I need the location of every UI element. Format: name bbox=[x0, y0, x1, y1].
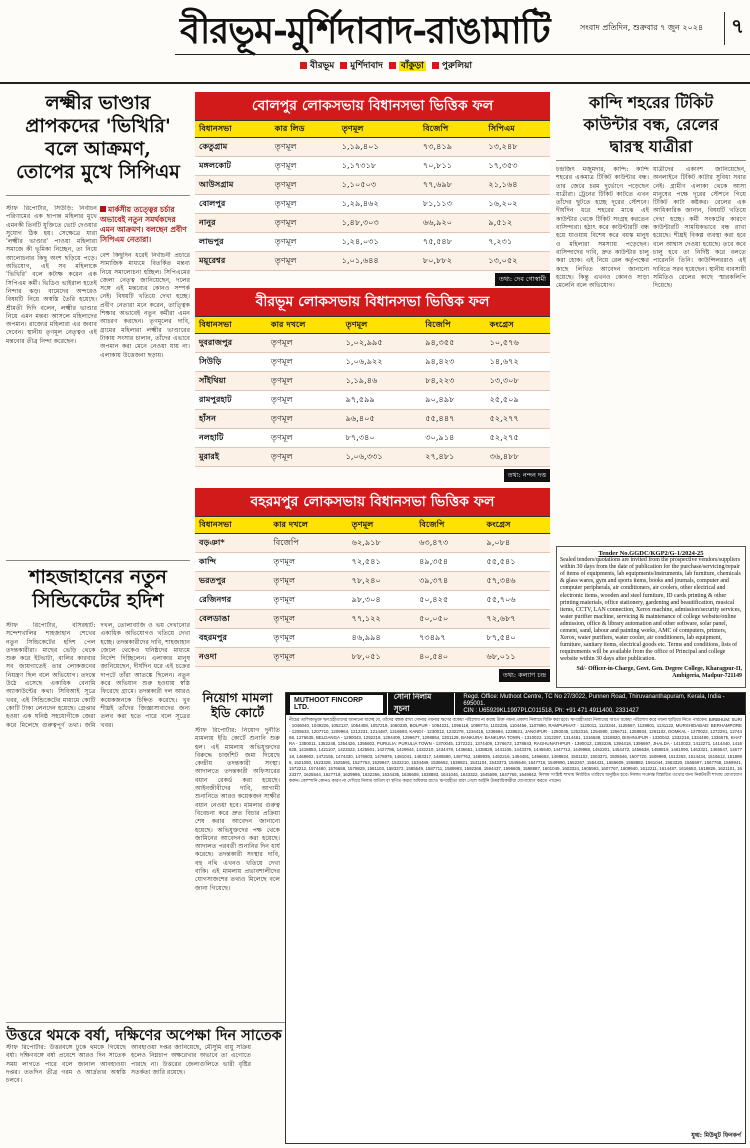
table-cell: ৯৪,৪২৩ bbox=[421, 353, 485, 372]
table-cell: নওদা bbox=[195, 648, 269, 667]
table-cell: ৬৮,০১১ bbox=[483, 648, 551, 667]
table-cell: নলহাটি bbox=[195, 429, 267, 448]
tender-title: Tender No.GGDC/KGP2/G-1/2024-25 bbox=[598, 550, 704, 557]
table-row bbox=[195, 610, 550, 629]
table-cell: ১,১০৫০৩ bbox=[338, 176, 419, 195]
notice-header bbox=[286, 693, 745, 715]
bullet-icon bbox=[300, 62, 307, 69]
table-cell: ৯০,৪৯৮ bbox=[421, 391, 485, 410]
column-header: বিজেপি bbox=[421, 317, 485, 334]
table-cell: ১,৪৮,৩০৩ bbox=[338, 214, 419, 233]
notice-footer: যুগ্ম: মিউথুট ফিনকর্প bbox=[691, 1132, 741, 1139]
table-cell: ২৫,৫০৯ bbox=[486, 391, 550, 410]
table-cell: তৃণমূল bbox=[269, 629, 347, 648]
table-row bbox=[195, 176, 550, 195]
table-cell: ১৩,৩০৮ bbox=[486, 372, 550, 391]
table-cell: ২১,১৬৪ bbox=[484, 176, 550, 195]
table-row bbox=[195, 252, 550, 271]
table-row bbox=[195, 448, 550, 467]
table-cell: তৃণমূল bbox=[269, 572, 347, 591]
table-cell: ৬৬,৯২০ bbox=[419, 214, 485, 233]
table-cell: ৫৫,৫৪১ bbox=[483, 553, 551, 572]
table-cell: সিউড়ি bbox=[195, 353, 267, 372]
column-header: তৃণমূল bbox=[342, 317, 422, 334]
table-cell: ১,০৬,৩৩১ bbox=[342, 448, 422, 467]
table-cell: ৫০,০৫০ bbox=[415, 610, 482, 629]
results-table-bolpur bbox=[195, 92, 550, 286]
results-table-baharampur bbox=[195, 488, 550, 682]
table-cell: ১,২৯,৪৬২ bbox=[338, 195, 419, 214]
table-cell: তৃণমূল bbox=[267, 448, 342, 467]
headline-shahjahan: শাহজাহানের নতুন সিন্ডিকেটের হদিশ bbox=[6, 560, 190, 613]
tender-body: Sealed tenders/quotations are invited from the prospective vendors/suppliers within 30 days from the date of publication for the purchase/servicing/repair of items of equipments, lab equipments/instruments, lab furniture, chemicals & glass wares, gym and sports items, books and journals, computer and computer peripherals, air conditioners, air coolers, other electrical and electronic items, wooden and steel furniture, ID cards printing & other printing materials, office stationery, gardening and beautification, musical items, CCTV, LAN connection, Xerox machine, admission/security services, water purifier machine, servicing & maintenance of college website/online admission, office & library automation and other software, solar panel, cement, sand, labour and painting works, AMC of computers, printers, Xerox, water purifiers, water cooler, air conditioners, lab equipment, furniture, sanitary items, electrical goods etc. Terms and conditions, lists of requirements will be available from the office of Principal and college website within 30 days after publication. bbox=[560, 557, 742, 663]
table-cell: ৬২,৯১৮ bbox=[348, 534, 415, 553]
table-cell: ৫০,৪২৫ bbox=[415, 591, 482, 610]
credit-tag: তথ্য: কল্যাণ চন্দ্র bbox=[499, 669, 550, 682]
tender-notice bbox=[556, 546, 746, 688]
table-header-row bbox=[195, 317, 550, 334]
table-cell: ৭৫,৫৪৮ bbox=[419, 233, 485, 252]
tender-signature: Sd/- Officer-in-Charge, Govt. Gen. Degree College, Kharagpur-II, Ambigeria, Madpur-721149 bbox=[576, 665, 742, 679]
column-header: কংগ্রেস bbox=[486, 317, 550, 334]
table-cell: ১,১৭৩১৮ bbox=[338, 157, 419, 176]
table-cell: ৮৭,৫৪০ bbox=[483, 629, 551, 648]
article-body: বেশ কিছুদিন ধরেই নির্বাচনী প্রচারে সামাজিক মাধ্যমে বিতর্কিত মন্তব্য নিয়ে সমালোচনা হচ্ছিল। সিপিএমের জেলা নেতৃত্ব জানিয়েছেন, দলের সঙ্গে এই মন্তব্যের কোনও সম্পর্ক নেই। বিষয়টি খতিয়ে দেখা হচ্ছে। প্রবীণ নেতারা মনে করেন, তাত্ত্বিক শিক্ষার অভাবেই নতুন কর্মীরা এমন আচরণ করছেন। তৃণমূলের দাবি, গ্রামের মহিলারা লক্ষ্মীর ভাণ্ডারের টাকায় সংসার চালান, তাঁদের এভাবে অপমান করা মেনে নেওয়া যায় না। এলাকায় উত্তেজনা ছড়ায়। bbox=[100, 252, 190, 359]
table-cell: ১,০৬,৯২২ bbox=[342, 353, 422, 372]
table-row bbox=[195, 648, 550, 667]
table-cell: ১৩,২৪৮ bbox=[484, 138, 550, 157]
table-row bbox=[195, 138, 550, 157]
article-body: আবহাওয়া দপ্তর জানিয়েছে, মৌসুমি বায়ু সক্রিয় হলেও নিম্নচাপ অক্ষরেখার অভাবে তা এগোতে পারছে না। উত্তরের জেলাগুলিতে ভারী বৃষ্টির সতর্কতা জারি রয়েছে। bbox=[131, 1044, 251, 1076]
table-row bbox=[195, 591, 550, 610]
article-body: চন্দ্রজিৎ মজুমদার, কান্দি: কান্দি শহরের একমাত্র টিকিট কাউন্টার বন্ধ। তার জেরে চরম দুর্ভোগে পড়েছেন যাত্রীরা। ট্রেনের টিকিট কাটতে এখন তাঁদের ছুটতে হচ্ছে দূরের স্টেশনে। দীর্ঘদিন ধরে শহরের মাঝে এই কাউন্টার থেকে টিকিট সংগ্রহ করতেন বাসিন্দারা। হঠাৎ করে কাউন্টারটি বন্ধ হয়ে যাওয়ায় বিশেষ করে বয়স্ক মানুষ ও মহিলারা সমস্যায় পড়েছেন। বাসিন্দাদের দাবি, দ্রুত কাউন্টার চালু করা হোক। এই নিয়ে রেল কর্তৃপক্ষের কাছে লিখিত আবেদন জানানো হয়েছে। কিন্তু এখনও কোনও সাড়া মেলেনি বলে অভিযোগ। bbox=[556, 166, 649, 290]
section-item: পুরুলিয়া bbox=[432, 58, 472, 73]
table-cell: তৃণমূল bbox=[267, 429, 342, 448]
table-header-row bbox=[195, 517, 550, 534]
table-cell: ৭৭,৬৯৮ bbox=[419, 176, 485, 195]
results-table bbox=[195, 316, 550, 467]
table-cell: তৃণমূল bbox=[267, 410, 342, 429]
table-cell: ৯,৫১২ bbox=[484, 214, 550, 233]
table-cell: ১৪,৬৭২ bbox=[486, 353, 550, 372]
divider bbox=[556, 160, 746, 161]
table-cell: মুরারই bbox=[195, 448, 267, 467]
table-cell: ৭৩৪৯৭ bbox=[415, 629, 482, 648]
table-cell: তৃণমূল bbox=[269, 553, 347, 572]
table-cell: ৭৭,১২২ bbox=[348, 610, 415, 629]
table-cell: তৃণমূল bbox=[269, 610, 347, 629]
table-row bbox=[195, 410, 550, 429]
table-row bbox=[195, 391, 550, 410]
table-cell: বোলপুর bbox=[195, 195, 271, 214]
table-row bbox=[195, 334, 550, 353]
column-header: তৃণমূল bbox=[348, 517, 415, 534]
table-cell: বেলডাঙা bbox=[195, 610, 269, 629]
masthead bbox=[0, 0, 750, 70]
column-header: বিধানসভা bbox=[195, 517, 269, 534]
date-line: সংবাদ প্রতিদিন, শুক্রবার ৭ জুন ২০২৪ bbox=[580, 23, 704, 32]
table-cell: ৪৬,৯৯৪ bbox=[348, 629, 415, 648]
table-cell: ৩৬,৪৮৮ bbox=[486, 448, 550, 467]
table-title: বীরভূম লোকসভায় বিধানসভা ভিত্তিক ফল bbox=[195, 288, 550, 316]
table-cell: ৪৯,৩৫৪ bbox=[415, 553, 482, 572]
table-cell: ১৩,০৫২ bbox=[484, 252, 550, 271]
table-cell: ৭,২৩১ bbox=[484, 233, 550, 252]
table-row bbox=[195, 353, 550, 372]
divider bbox=[6, 195, 190, 196]
table-cell: ৫৭,৩৪৬ bbox=[483, 572, 551, 591]
table-cell: ১৬,২০২ bbox=[484, 195, 550, 214]
table-cell: রামপুরহাট bbox=[195, 391, 267, 410]
headline-monsoon: উত্তরে থমকে বর্ষা, দক্ষিণের অপেক্ষা দিন সাতেক bbox=[6, 1022, 376, 1049]
table-cell: ৫২,২৭৫ bbox=[486, 429, 550, 448]
article-body: স্টাফ রিপোর্টার, সিউড়ি: নির্বাচন পরিণামের এক ছাপান্ন মহিলার মুখে এমনকী তিনটি যুক্তিতে ভোট দেওয়ার সুযোগ ঠিক হয়। সেক্ষেত্রে যারা 'লক্ষ্মীর ভাণ্ডার' পাওয়া মহিলারা সমাজে কী ভূমিকা নিচ্ছেন, তা নিয়ে আলোচনার কিছু অংশ ছড়িয়ে পড়ে। অভিযোগ, এই সব মহিলাকে 'ভিখিরি' বলে কটাক্ষ করেন এক সিপিএম কর্মী। ভিডিও ভাইরাল হতেই নিন্দার ঝড়। বামেদের অন্দরেও বিষয়টি নিয়ে অস্বস্তি তৈরি হয়েছে। শ্রীমতী দিদি বলেন, লক্ষ্মীর ভাণ্ডার নিয়ে এমন মন্তব্য আসলে মহিলাদের অপমান। রাজ্যের মহিলারা এর জবাব দেবেন। স্থানীয় তৃণমূল নেতৃত্বও এই মন্তব্যের তীব্র নিন্দা করেছেন। bbox=[6, 205, 97, 345]
table-cell: তৃণমূল bbox=[267, 391, 342, 410]
article-body: স্টাফ রিপোর্টার, বসিরহাট: সন্দেশখালির শাহজাহান শেখের নতুন সিন্ডিকেটের হদিশ পেল তদন্তকারীরা। মাছের ভেড়ি থেকে শুরু করে ইটভাটা, বালির কারবার সব জায়গাতেই তার লোকজনের নিয়ন্ত্রণ ছিল বলে অভিযোগ। তদন্তে উঠে এসেছে একাধিক বেনামি অ্যাকাউন্টের কথা। সিবিআই সূত্রে খবর, এই সিন্ডিকেটের মাধ্যমে কোটি কোটি টাকা লেনদেন হয়েছে। গ্রেপ্তার হওয়া এক ঘনিষ্ঠ সহযোগীকে জেরা করে মিলেছে গুরুত্বপূর্ণ তথ্য। জমি দখল, তোলাবাজি ও ভয় দেখানোর একাধিক অভিযোগও খতিয়ে দেখা হচ্ছে। তদন্তকারীদের দাবি, শাহজাহান জেলে থেকেও ঘনিষ্ঠদের মাধ্যমে নির্দেশ দিচ্ছিলেন। এলাকার মানুষ জানিয়েছেন, দীর্ঘদিন ধরে এই চক্রের দাপটে তাঁরা আতঙ্কে ছিলেন। নতুন করে অভিযান শুরু হওয়ায় স্বস্তি ফিরেছে গ্রামে। তদন্তকারী দল আরও কয়েকজনকে চিহ্নিত করেছে। খুব শীঘ্রই তাঁদের জিজ্ঞাসাবাদের জন্য তলব করা হতে পারে বলে সূত্রের খবর। bbox=[6, 622, 190, 729]
table-cell: ৬৩,৪৭৩ bbox=[415, 534, 482, 553]
table-cell: তৃণমূল bbox=[269, 648, 347, 667]
table-row bbox=[195, 214, 550, 233]
table-cell: ৭২,৬৮৭ bbox=[483, 610, 551, 629]
table-cell: নানুর bbox=[195, 214, 271, 233]
column-header: কংগ্রেস bbox=[483, 517, 551, 534]
table-cell: ১,১৯,৪৬ bbox=[342, 372, 422, 391]
headline-lakshmir-bhandar: লক্ষ্মীর ভাণ্ডার প্রাপকদের 'ভিখিরি' বলে আক্রমণ, তোপের মুখে সিপিএম bbox=[16, 92, 180, 183]
notice-body: নীচের তালিকাভুক্ত ঋণগ্রহীতাদের জানানো যাচ্ছে যে, তাঁদের বন্ধক রাখা সোনার গয়নার ঋণের বকেয়া পরিশোধ না করায় উক্ত গয়না প্রকাশ্য নিলামে বিক্রি করা হবে। ঋণগ্রহীতারা নিলামের আগে বকেয়া পরিশোধ করে গয়না ছাড়িয়ে নিতে পারবেন। BIRBHUM: SURI - 1046040, 1049226, 1052137, 1054408, 1057219, 1060330, BOLPUR - 1094221, 1096118, 1098774, 1102235, 1104456, 1107890, RAMPURHAT - 1120011, 1123344, 1125567, 1128801, 1131122, MURSHIDABAD: BERHAMPORE - 1205533, 1207710, 1209964, 1212231, 1214487, 1216693, KANDI - 1230012, 1232278, 1234415, 1236694, 1238821, JANGIPUR - 1250045, 1252316, 1254590, 1256711, 1258934, 1261102, DOMKAL - 1270022, 1272291, 1274468, 1276635, BELDANGA - 1290043, 1292218, 1294409, 1296677, 1298854, 1301129, BANKURA: BANKURA TOWN - 1310022, 1312297, 1314461, 1316638, 1318820, BISHNUPUR - 1330042, 1332218, 1334490, 1336675, KHATRA - 1350011, 1352248, 1354426, 1356602, PURULIA: PURULIA TOWN - 1370045, 1372221, 1374409, 1376672, 1378843, RAGHUNATHPUR - 1390012, 1392236, 1394418, 1396697, JHALDA - 1410022, 1412271, 1414440, 1416628, 1418853, 1421107, 1423322, 1425501, 1427786, 1429944, 1432210, 1434478, 1436651, 1438829, 1441105, 1443376, 1445540, 1447712, 1449988, 1452201, 1454472, 1456638, 1458819, 1461090, 1463321, 1465547, 1467718, 1469902, 1472155, 1474430, 1476603, 1478876, 1481041, 1483317, 1485590, 1487762, 1489935, 1492216, 1494481, 1496653, 1498824, 1501102, 1503371, 1505546, 1507720, 1509998, 1512263, 1514434, 1516612, 1518895, 1521050, 1523328, 1525591, 1527763, 1529947, 1532210, 1534489, 1536652, 1538821, 1541104, 1543373, 1545548, 1547716, 1549990, 1552267, 1554431, 1556609, 1558882, 1561044, 1563320, 1565597, 1567768, 1569941, 1572212, 1574480, 1576658, 1578829, 1581103, 1583372, 1585549, 1587711, 1589993, 1592268, 1594437, 1596605, 1598887, 1601049, 1603324, 1605593, 1607767, 1609940, 1612211, 1614487, 1616653, 1618826, 1621101, 1623377, 1625544, 1627719, 1629995, 1632266, 1634435, 1636608, 1638883, 1641046, 1643322, 1645599, 1647765, 1649942. নিলাম সংশ্লিষ্ট শাখায় নির্ধারিত তারিখে অনুষ্ঠিত হবে। নিলাম সংক্রান্ত বিস্তারিত তথ্যের জন্য নিকটবর্তী শাখায় যোগাযোগ করুন। কোম্পানি কোনও কারণ না দেখিয়ে নিলাম বাতিল বা স্থগিত করার অধিকার রাখে। ঋণগ্রহীতা মারা গেলে আইনি উত্তরাধিকারীরা যোগাযোগ করতে পারেন। bbox=[289, 717, 742, 783]
table-cell: ৩৯,৩৭৪ bbox=[415, 572, 482, 591]
bullet-icon bbox=[432, 62, 439, 69]
table-cell: আউসগ্রাম bbox=[195, 176, 271, 195]
table-cell: ৯৮,৩০৪ bbox=[348, 591, 415, 610]
column-header: বিজেপি bbox=[419, 121, 485, 138]
muthoot-logo: MUTHOOT FINCORP LTD. bbox=[290, 695, 383, 713]
table-cell: তৃণমূল bbox=[271, 195, 338, 214]
table-cell: ১,০১,৬৪৪ bbox=[338, 252, 419, 271]
article-body bbox=[256, 1044, 280, 1144]
table-cell: বহরমপুর bbox=[195, 629, 269, 648]
table-cell: ময়ূরেশ্বর bbox=[195, 252, 271, 271]
column-header: সিপিএম bbox=[484, 121, 550, 138]
table-cell: ৪০,৫৪০ bbox=[415, 648, 482, 667]
table-cell: তৃণমূল bbox=[271, 176, 338, 195]
article-body: স্টাফ রিপোর্টার: উত্তরবঙ্গে ঢুকে থমকে গিয়েছে বর্ষা। দক্ষিণবঙ্গে বর্ষা প্রবেশে আরও দিন সাতেক সময় লাগতে পারে বলে জানাল আবহাওয়া দপ্তর। ততদিন তীব্র গরম ও আর্দ্রতার অস্বস্তি চলবে। bbox=[6, 1044, 126, 1085]
table-cell: ৩০,৯১৪ bbox=[421, 429, 485, 448]
notice-address: Regd. Office: Muthoot Centre, TC No 27/3022, Punnen Road, Thiruvananthapuram, Kerala, India - 695001. CIN : U65929KL1997PLC011518, Ph: +91 471 4911400, 2331427 bbox=[463, 693, 725, 714]
table-cell: তৃণমূল bbox=[269, 591, 347, 610]
column-header: কার দখলে bbox=[269, 517, 347, 534]
column-header: কার লিড bbox=[271, 121, 338, 138]
table-cell: তৃণমূল bbox=[271, 138, 338, 157]
section-item: মুর্শিদাবাদ bbox=[340, 58, 383, 73]
bullet-icon bbox=[389, 62, 396, 69]
table-cell: তৃণমূল bbox=[267, 353, 342, 372]
table-row bbox=[195, 233, 550, 252]
table-cell: ৯,০৮৪ bbox=[483, 534, 551, 553]
table-cell: তৃণমূল bbox=[267, 372, 342, 391]
column-header: বিধানসভা bbox=[195, 121, 271, 138]
page-number: ৭ bbox=[724, 12, 744, 45]
section-list bbox=[300, 58, 472, 73]
credit-tag: তথ্য: নন্দন দত্ত bbox=[504, 469, 550, 482]
table-cell: হাঁসন bbox=[195, 410, 267, 429]
table-cell: ৯৪,৩৫৫ bbox=[421, 334, 485, 353]
table-cell: ১০,৫৭৬ bbox=[486, 334, 550, 353]
table-row bbox=[195, 429, 550, 448]
table-cell: রেজিনগর bbox=[195, 591, 269, 610]
table-cell: ৮০,৮৮২ bbox=[419, 252, 485, 271]
table-row bbox=[195, 372, 550, 391]
results-table bbox=[195, 516, 550, 667]
table-header-row bbox=[195, 121, 550, 138]
results-table-birbhum bbox=[195, 288, 550, 482]
section-item: বাঁকুড়া bbox=[389, 58, 426, 73]
table-cell: ৯৭,৫৯৯ bbox=[342, 391, 422, 410]
pull-quote: মার্কসীয় তত্ত্বের চর্চার অভাবেই নতুন সমর্থকদের এমন আক্রমণ। বলছেন প্রবীণ সিপিএম নেতারা। bbox=[100, 205, 187, 244]
results-table bbox=[195, 120, 550, 271]
table-cell: ১,২৪,০৩১ bbox=[338, 233, 419, 252]
column-header: তৃণমূল bbox=[338, 121, 419, 138]
table-cell: ৮১,১১৩ bbox=[419, 195, 485, 214]
table-cell: ৫২,২৭৭ bbox=[486, 410, 550, 429]
table-cell: ৮৮,০৫১ bbox=[348, 648, 415, 667]
table-cell: ১,০২,৯৯৫ bbox=[342, 334, 422, 353]
table-cell: ৫৫,৪৪৭ bbox=[421, 410, 485, 429]
table-cell: ১৭,৩৫৩ bbox=[484, 157, 550, 176]
table-row bbox=[195, 572, 550, 591]
table-cell: কেতুগ্রাম bbox=[195, 138, 271, 157]
headline-recruitment-case: নিয়োগ মামলা ইডি কোর্টে bbox=[202, 690, 273, 720]
table-cell: বিজেপি bbox=[269, 534, 347, 553]
table-cell: ৫৫,৭০৬ bbox=[483, 591, 551, 610]
table-cell: ৭৮,২৪০ bbox=[348, 572, 415, 591]
newspaper-page-title: বীরভূম-মুর্শিদাবাদ-রাঙামাটি bbox=[180, 10, 550, 52]
gold-auction-notice bbox=[285, 692, 746, 1144]
table-cell: ৭০,৮১১ bbox=[419, 157, 485, 176]
top-rule bbox=[0, 82, 750, 84]
table-cell: কান্দি bbox=[195, 553, 269, 572]
table-cell: ৮৪,২২৩ bbox=[421, 372, 485, 391]
table-cell: ২৭,৪৮১ bbox=[421, 448, 485, 467]
table-cell: ৮৭,৩৪০ bbox=[342, 429, 422, 448]
table-cell: তৃণমূল bbox=[271, 233, 338, 252]
section-item: বীরভূম bbox=[300, 58, 334, 73]
table-row bbox=[195, 534, 550, 553]
notice-tag: সোনা নিলাম সূচনা bbox=[387, 692, 456, 716]
column-header: বিজেপি bbox=[415, 517, 482, 534]
table-cell: দুবরাজপুর bbox=[195, 334, 267, 353]
table-title: বহরমপুর লোকসভায় বিধানসভা ভিত্তিক ফল bbox=[195, 488, 550, 516]
table-row bbox=[195, 157, 550, 176]
table-cell: ভরতপুর bbox=[195, 572, 269, 591]
bullet-icon bbox=[340, 62, 347, 69]
article-body: যাত্রীদের একাংশ জানিয়েছেন, অনলাইনে টিকিট কাটার সুবিধা সবার নেই। গ্রামীণ এলাকা থেকে আসা মানুষের পক্ষে দূরের স্টেশনে গিয়ে টিকিট কাটা কষ্টকর। রেলের এক আধিকারিক জানান, বিষয়টি খতিয়ে দেখা হচ্ছে। কর্মী সংকটের কারণে কাউন্টারটি সাময়িকভাবে বন্ধ রাখা হয়েছে। শীঘ্রই বিকল্প ব্যবস্থা করা হবে বলে আশ্বাস দেওয়া হয়েছে। তবে কবে চালু হবে তা নির্দিষ্ট করে বলতে পারেননি তিনি। কাউন্সিলররাও এই দাবিতে সরব হয়েছেন। স্থানীয় ব্যবসায়ী সমিতিও রেলের কাছে স্মারকলিপি দিয়েছে। bbox=[653, 166, 746, 290]
table-title: বোলপুর লোকসভায় বিধানসভা ভিত্তিক ফল bbox=[195, 92, 550, 120]
table-cell: ১,১৯,৪০১ bbox=[338, 138, 419, 157]
table-cell: ৯৬,৪০৫ bbox=[342, 410, 422, 429]
article-body: স্টাফ রিপোর্টার: নিয়োগ দুর্নীতি মামলায় ইডি কোর্টে শুনানি শুরু হল। এই মামলায় অভিযুক্তদের বিরুদ্ধে চার্জশিট জমা দিয়েছে কেন্দ্রীয় তদন্তকারী সংস্থা। আদালতে তদন্তকারী অফিসারের বয়ান রেকর্ড করা হয়েছে। আইনজীবীদের দাবি, আগামী শুনানিতে আরও কয়েকজন সাক্ষীর বয়ান নেওয়া হবে। মামলার গুরুত্ব বিবেচনা করে দ্রুত বিচার প্রক্রিয়া শেষ করার আবেদন জানানো হয়েছে। অভিযুক্তদের পক্ষ থেকে জামিনের আবেদনও করা হয়েছে। আদালত পরবর্তী শুনানির দিন ধার্য করেছে। তদন্তকারী সংস্থার দাবি, বহু নথি এখনও খতিয়ে দেখা বাকি। এই মামলায় প্রভাবশালীদের যোগসাজশের তথ্যও মিলেছে বলে জানা গিয়েছে। bbox=[195, 727, 280, 892]
table-cell: ৭৩,৪১৯ bbox=[419, 138, 485, 157]
table-cell: মঙ্গলকোট bbox=[195, 157, 271, 176]
table-cell: তৃণমূল bbox=[267, 334, 342, 353]
table-cell: সাঁইথিয়া bbox=[195, 372, 267, 391]
table-cell: ৭২,৫৪১ bbox=[348, 553, 415, 572]
table-cell: তৃণমূল bbox=[271, 157, 338, 176]
bullet-icon bbox=[100, 206, 106, 212]
table-cell: তৃণমূল bbox=[271, 214, 338, 233]
table-row bbox=[195, 195, 550, 214]
credit-tag: তথ্য: দেব গোস্বামী bbox=[495, 273, 550, 286]
table-cell: বড়ঞা* bbox=[195, 534, 269, 553]
headline-kandi-ticket: কান্দি শহরের টিকিট কাউন্টার বন্ধ, রেলের দ্বারস্থ যাত্রীরা bbox=[583, 93, 719, 156]
masthead-rule bbox=[175, 54, 750, 55]
column-header: কার দখলে bbox=[267, 317, 342, 334]
table-cell: তৃণমূল bbox=[271, 252, 338, 271]
column-header: বিধানসভা bbox=[195, 317, 267, 334]
table-cell: লাভপুর bbox=[195, 233, 271, 252]
table-row bbox=[195, 629, 550, 648]
table-row bbox=[195, 553, 550, 572]
